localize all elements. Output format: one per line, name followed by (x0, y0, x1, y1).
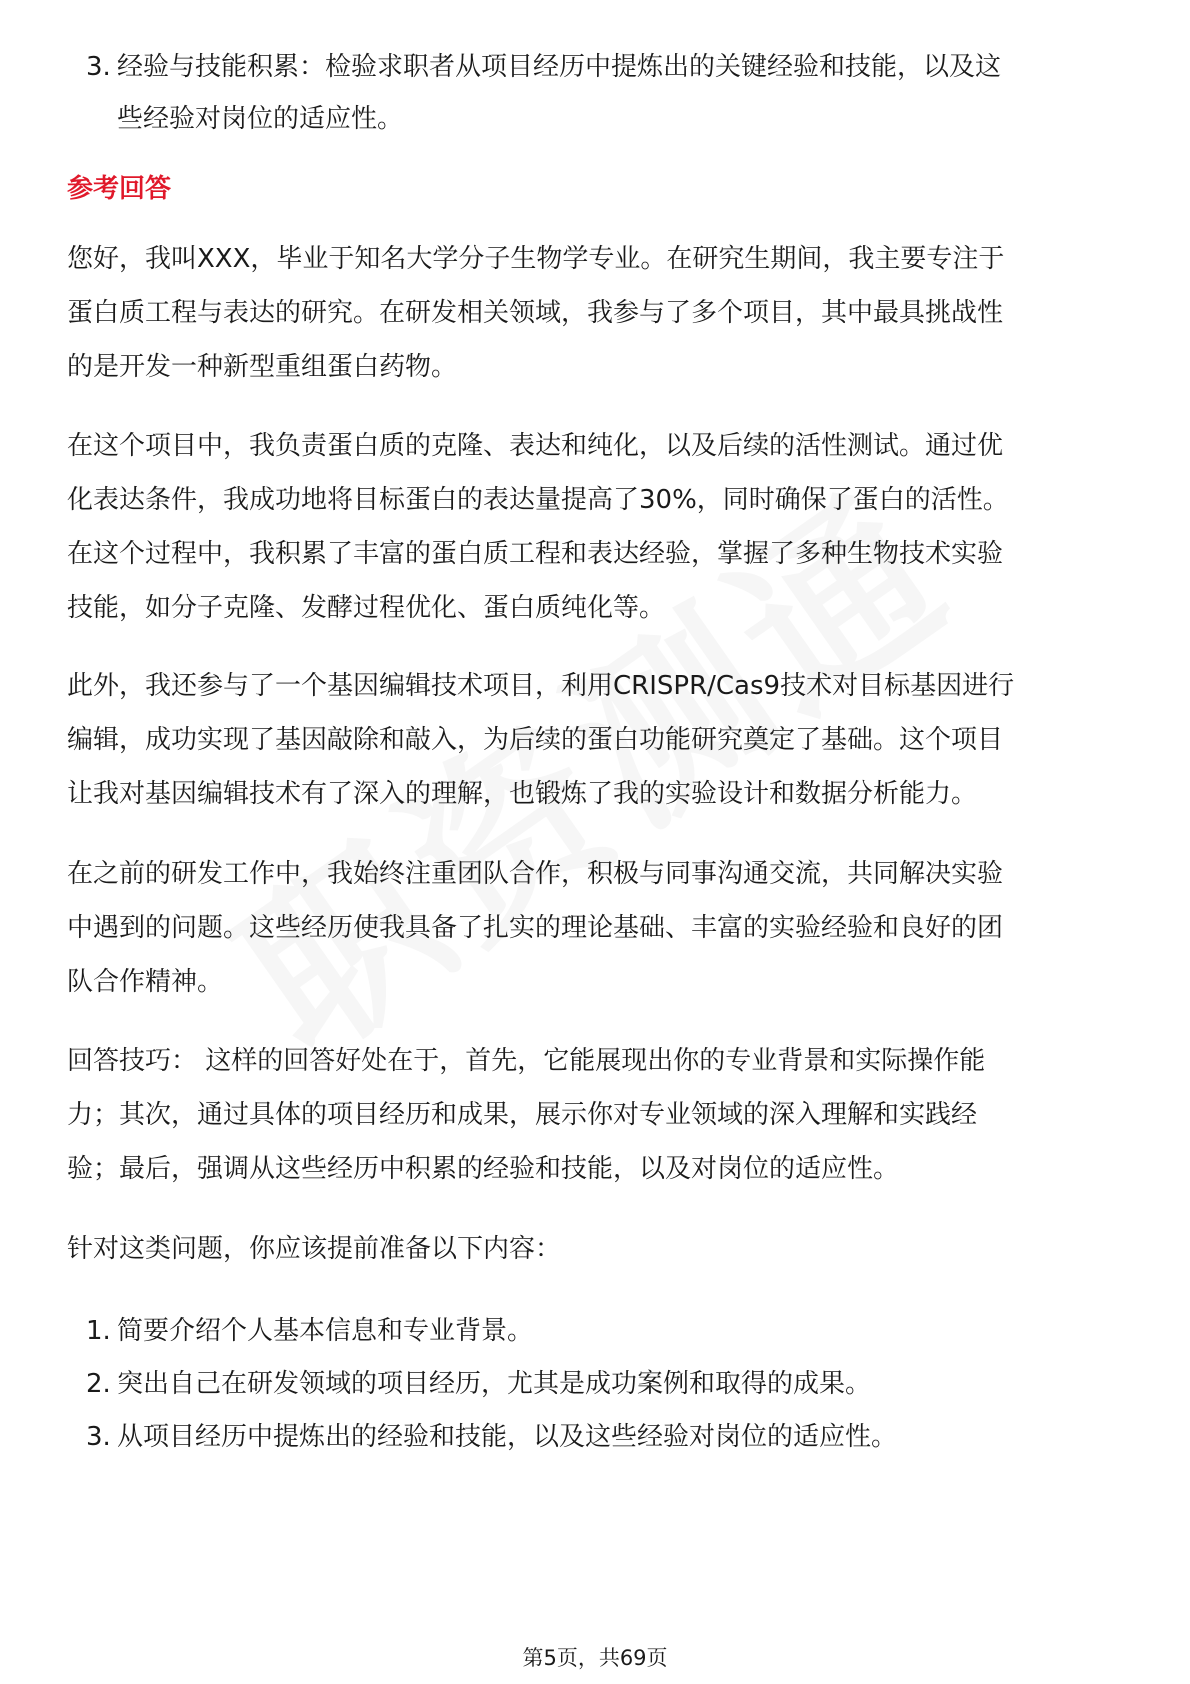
paragraph-5-line-3: 验；最后，强调从这些经历中积累的经验和技能，以及对岗位的适应性。 (67, 1154, 900, 1184)
paragraph-1-line-1: 您好，我叫XXX，毕业于知名大学分子生物学专业。在研究生期间，我主要专注于 (67, 244, 1005, 274)
list-item-2-text: 突出自己在研发领域的项目经历，尤其是成功案例和取得的成果。 (117, 1369, 872, 1399)
list-item-1-text: 简要介绍个人基本信息和专业背景。 (117, 1316, 534, 1346)
paragraph-5-line-1: 回答技巧： 这样的回答好处在于，首先，它能展现出你的专业背景和实际操作能 (67, 1046, 986, 1076)
list-item-3-number: 3. (86, 1422, 111, 1452)
paragraph-6-line-1: 针对这类问题，你应该提前准备以下内容： (67, 1234, 562, 1264)
paragraph-4-line-1: 在之前的研发工作中，我始终注重团队合作，积极与同事沟通交流，共同解决实验 (67, 859, 1004, 889)
list-item-2-number: 2. (86, 1369, 111, 1399)
watermark (180, 421, 992, 1103)
top-item-number: 3. (86, 52, 111, 82)
list-item-1-number: 1. (86, 1316, 111, 1346)
paragraph-2-line-4: 技能，如分子克隆、发酵过程优化、蛋白质纯化等。 (67, 593, 666, 623)
paragraph-3-line-3: 让我对基因编辑技术有了深入的理解，也锻炼了我的实验设计和数据分析能力。 (67, 779, 978, 809)
paragraph-3-line-2: 编辑，成功实现了基因敲除和敲入，为后续的蛋白功能研究奠定了基础。这个项目 (67, 725, 1004, 755)
paragraph-4-line-2: 中遇到的问题。这些经历使我具备了扎实的理论基础、丰富的实验经验和良好的团 (67, 913, 1004, 943)
paragraph-3-line-1: 此外，我还参与了一个基因编辑技术项目，利用CRISPR/Cas9技术对目标基因进行 (67, 671, 1015, 701)
section-heading: 参考回答 (67, 174, 172, 204)
top-item-line-2: 些经验对岗位的适应性。 (117, 104, 404, 134)
paragraph-1-line-3: 的是开发一种新型重组蛋白药物。 (67, 352, 458, 382)
paragraph-5-line-2: 力；其次，通过具体的项目经历和成果，展示你对专业领域的深入理解和实践经 (67, 1100, 978, 1130)
top-item-line-1: 经验与技能积累：检验求职者从项目经历中提炼出的关键经验和技能，以及这 (117, 52, 1002, 82)
page-footer: 第5页，共69页 (522, 1646, 668, 1670)
paragraph-4-line-3: 队合作精神。 (67, 967, 224, 997)
paragraph-2-line-1: 在这个项目中，我负责蛋白质的克隆、表达和纯化，以及后续的活性测试。通过优 (67, 431, 1004, 461)
list-item-3-text: 从项目经历中提炼出的经验和技能，以及这些经验对岗位的适应性。 (117, 1422, 898, 1452)
paragraph-2-line-2: 化表达条件，我成功地将目标蛋白的表达量提高了30%，同时确保了蛋白的活性。 (67, 485, 1009, 515)
paragraph-2-line-3: 在这个过程中，我积累了丰富的蛋白质工程和表达经验，掌握了多种生物技术实验 (67, 539, 1004, 569)
paragraph-1-line-2: 蛋白质工程与表达的研究。在研发相关领域，我参与了多个项目，其中最具挑战性 (67, 298, 1004, 328)
